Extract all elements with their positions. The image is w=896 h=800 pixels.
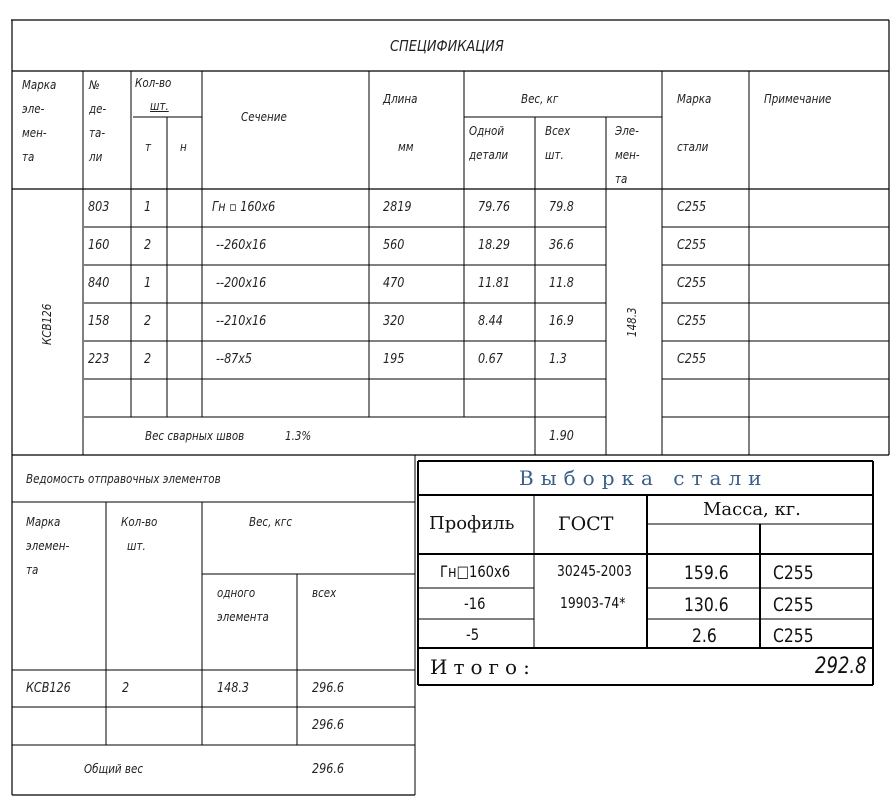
- header-qty-t: т: [145, 140, 152, 154]
- header-steel-line1: Марка: [677, 92, 712, 106]
- steel-header-profile: Профиль: [429, 513, 515, 534]
- steel-row-1-mass: 159.6: [684, 562, 729, 584]
- header-no-line2: де-: [89, 102, 107, 116]
- steel-row-3-grade: С255: [773, 625, 814, 647]
- shipping-row-mark: КСВ126: [26, 681, 71, 696]
- header-one-line2: детали: [469, 148, 509, 162]
- shipping-title: Ведомость отправочных элементов: [26, 472, 221, 486]
- row-4-no: 158: [88, 314, 110, 329]
- header-mark-line2: эле-: [22, 102, 45, 116]
- row-4-one: 8.44: [478, 314, 503, 329]
- row-3-section: --200х16: [216, 276, 267, 291]
- spec-title: СПЕЦИФИКАЦИЯ: [390, 37, 504, 55]
- row-4-section: --210х16: [216, 314, 267, 329]
- shipping-header-mark-line3: та: [26, 563, 39, 577]
- element-weight-vertical: 148.3: [625, 307, 639, 337]
- row-2-length: 560: [383, 238, 405, 253]
- shipping-header-mark-line1: Марка: [26, 515, 61, 529]
- row-5-length: 195: [383, 352, 405, 367]
- steel-row-2-mass: 130.6: [684, 594, 729, 616]
- header-qty-n: н: [180, 140, 187, 154]
- row-5-no: 223: [88, 352, 110, 367]
- shipping-row-one: 148.3: [217, 681, 250, 696]
- row-1-no: 803: [88, 200, 110, 215]
- row-5-all: 1.3: [549, 352, 567, 367]
- row-1-qty: 1: [144, 200, 152, 215]
- header-elem-line1: Эле-: [615, 124, 639, 138]
- row-3-no: 840: [88, 276, 110, 291]
- steel-title: Выборка стали: [519, 466, 769, 490]
- welds-label: Вес сварных швов: [145, 429, 245, 443]
- shipping-header-weight: Вес, кгс: [249, 515, 292, 529]
- header-no-line3: та-: [89, 126, 106, 140]
- steel-total-label: Итого:: [430, 655, 536, 679]
- shipping-header-one-line2: элемента: [217, 610, 269, 624]
- header-weight: Вес, кг: [521, 92, 559, 106]
- shipping-header-qty-line1: Кол-во: [121, 515, 158, 529]
- row-3-one: 11.81: [478, 276, 511, 291]
- row-2-qty: 2: [144, 238, 152, 253]
- steel-row-2-grade: С255: [773, 594, 814, 616]
- shipping-total: 296.6: [312, 762, 345, 777]
- steel-row-3-mass: 2.6: [692, 625, 717, 647]
- steel-row-2-profile: -16: [464, 594, 486, 613]
- header-length-line2: мм: [398, 140, 414, 154]
- steel-row-1-grade: С255: [773, 562, 814, 584]
- row-3-all: 11.8: [549, 276, 574, 291]
- header-elem-line2: мен-: [615, 148, 640, 162]
- row-4-qty: 2: [144, 314, 152, 329]
- row-1-one: 79.76: [478, 200, 511, 215]
- row-1-steel: С255: [677, 200, 707, 215]
- row-3-length: 470: [383, 276, 405, 291]
- shipping-row-qty: 2: [122, 681, 130, 696]
- shipping-subtotal: 296.6: [312, 718, 345, 733]
- steel-row-3-profile: -5: [466, 625, 480, 644]
- row-3-steel: С255: [677, 276, 707, 291]
- header-note: Примечание: [764, 92, 832, 106]
- header-one-line1: Одной: [469, 124, 505, 138]
- row-2-one: 18.29: [478, 238, 511, 253]
- welds-value: 1.90: [549, 429, 574, 444]
- header-steel-line2: стали: [677, 140, 709, 154]
- row-1-section: Гн ▫ 160х6: [212, 200, 276, 215]
- row-4-length: 320: [383, 314, 405, 329]
- row-5-section: --87х5: [216, 352, 253, 367]
- header-mark-line3: мен-: [22, 126, 47, 140]
- steel-header-mass: Масса, кг.: [703, 499, 801, 520]
- steel-header-gost: ГОСТ: [558, 513, 614, 535]
- header-all-line1: Всех: [545, 124, 571, 138]
- header-mark-line4: та: [22, 150, 35, 164]
- steel-total-value: 292.8: [815, 654, 867, 679]
- shipping-total-label: Общий вес: [84, 762, 144, 776]
- welds-percent: 1.3%: [285, 429, 312, 443]
- header-all-line2: шт.: [545, 148, 564, 162]
- header-no-line4: ли: [89, 150, 103, 164]
- row-1-length: 2819: [383, 200, 412, 215]
- row-5-steel: С255: [677, 352, 707, 367]
- row-5-qty: 2: [144, 352, 152, 367]
- row-5-one: 0.67: [478, 352, 503, 367]
- row-4-steel: С255: [677, 314, 707, 329]
- header-mark-line1: Марка: [22, 78, 57, 92]
- steel-row-1-profile: Гн□160х6: [440, 562, 511, 581]
- row-2-no: 160: [88, 238, 110, 253]
- header-elem-line3: та: [615, 172, 628, 186]
- header-section: Сечение: [241, 110, 287, 124]
- element-mark-vertical: КСВ126: [40, 303, 54, 345]
- header-qty-line1: Кол-во: [135, 76, 172, 90]
- row-1-all: 79.8: [549, 200, 574, 215]
- row-2-section: --260х16: [216, 238, 267, 253]
- shipping-header-one-line1: одного: [217, 586, 256, 600]
- header-length-line1: Длина: [383, 92, 418, 106]
- steel-gost-1: 30245-2003: [557, 562, 632, 580]
- row-2-steel: С255: [677, 238, 707, 253]
- row-3-qty: 1: [144, 276, 152, 291]
- shipping-header-qty-line2: шт.: [127, 539, 146, 553]
- row-2-all: 36.6: [549, 238, 574, 253]
- header-qty-line2: шт.: [150, 99, 169, 113]
- shipping-row-all: 296.6: [312, 681, 345, 696]
- shipping-header-mark-line2: элемен-: [26, 539, 70, 553]
- shipping-header-all: всех: [312, 586, 337, 600]
- row-4-all: 16.9: [549, 314, 574, 329]
- header-no-line1: №: [89, 78, 100, 92]
- steel-gost-2: 19903-74*: [560, 594, 626, 612]
